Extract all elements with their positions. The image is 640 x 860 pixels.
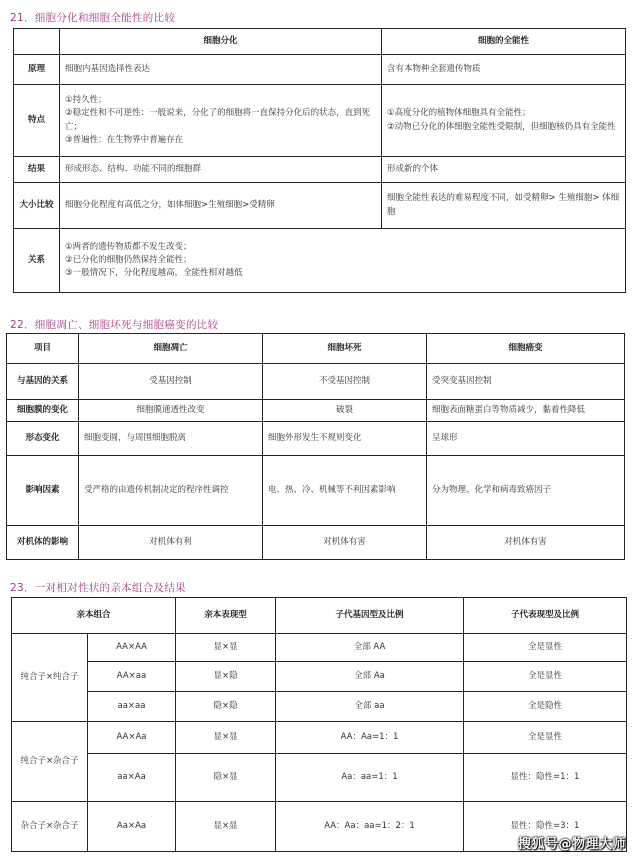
cell-text: 细胞全能性表达的难易程度不同，如受精卵> 生殖细胞> 体细胞 [387,193,620,217]
row-label: 影响因素 [7,456,79,526]
header-offspring-phenotype: 子代表现型及比例 [464,598,627,634]
header-totipotency: 细胞的全能性 [382,29,626,55]
cell-text: 显性：隐性=1：1 [464,754,627,802]
row-label: 结果 [14,157,60,183]
section-22-title: 22．细胞凋亡、细胞坏死与细胞癌变的比较 [10,319,219,331]
cell-text: 细胞外形发生不规则变化 [263,422,427,456]
cell-text: 全部 aa [276,692,464,722]
cell-text: ②已分化的细胞仍然保持全能性； [65,254,192,265]
row-label: 特点 [14,85,60,157]
cell-text: 受突变基因控制 [427,364,625,400]
cell-text: ③普遍性：在生物界中普遍存在 [65,134,184,145]
cell-text: AA×aa [88,662,176,692]
row-label: 与基因的关系 [7,364,79,400]
cell-text: 隐×显 [176,754,276,802]
cell-text: ③一般情况下，分化程度越高，全能性相对越低 [65,268,243,279]
table-row [7,400,625,422]
cell-text: ②稳定性和不可逆性：一般说来，分化了的细胞将一直保持分化后的状态，直到死亡； [65,108,371,132]
cell-text: 形成形态、结构、功能不同的细胞群 [65,163,202,174]
header-differentiation: 细胞分化 [60,29,382,55]
cell-text: 显×隐 [176,662,276,692]
group-label: 杂合子×杂合子 [12,802,88,852]
table-row [12,634,627,662]
row-label: 形态变化 [7,422,79,456]
cell-text: ①高度分化的植物体细胞具有全能性； [387,108,531,119]
cell-text: 受基因控制 [79,364,263,400]
cell-text: 形成新的个体 [387,163,439,174]
cell-text: AA×AA [88,634,176,662]
differentiation-table [13,28,626,293]
header-offspring-genotype: 子代基因型及比例 [276,598,464,634]
cell-text: 呈球形 [427,422,625,456]
cell-text: 对机体有害 [263,526,427,560]
row-label: 细胞膜的变化 [7,400,79,422]
cell-text: 破裂 [263,400,427,422]
cell-text: 对机体有利 [79,526,263,560]
group-label: 纯合子×杂合子 [12,722,88,802]
header-blank [14,29,60,55]
cell-text: 显×显 [176,802,276,852]
table-row [14,229,626,293]
cell-text: AA：Aa=1：1 [276,722,464,754]
cell-text: 全是显性 [464,662,627,692]
cross-results-table [11,597,627,852]
cell-text: 全部 Aa [276,662,464,692]
cell-text: 全是显性 [464,722,627,754]
cell-text: 对机体有害 [427,526,625,560]
table-row [12,662,627,692]
header-cross: 亲本组合 [12,598,176,634]
table-row [7,422,625,456]
table-row [14,157,626,183]
header-apoptosis: 细胞凋亡 [79,334,263,364]
cell-text: ②动物已分化的体细胞全能性受限制，但细胞核仍具有全能性 [387,121,616,132]
row-label: 对机体的影响 [7,526,79,560]
cell-text: 细胞膜通透性改变 [79,400,263,422]
cell-text: 不受基因控制 [263,364,427,400]
cell-text: Aa：aa=1：1 [276,754,464,802]
cell-text: 含有本物种全套遗传物质 [387,63,481,74]
table-row [7,456,625,526]
cell-text: 全是隐性 [464,692,627,722]
table-row [12,722,627,754]
cell-text: 显×显 [176,634,276,662]
table-row [7,364,625,400]
cell-text: 显×显 [176,722,276,754]
table-row [12,754,627,802]
cell-text: ①持久性； [65,95,107,106]
cell-text: Aa×Aa [88,802,176,852]
cell-text: 细胞分化程度有高低之分，如体细胞>生殖细胞>受精卵 [65,199,275,210]
cell-text: 全是显性 [464,634,627,662]
row-label: 关系 [14,229,60,293]
cell-text: 细胞表面糖蛋白等物质减少，黏着性降低 [427,400,625,422]
cell-text: 细胞变圆，与周围细胞脱离 [79,422,263,456]
cell-text: aa×Aa [88,754,176,802]
cell-text: 隐×隐 [176,692,276,722]
header-parent-phenotype: 亲本表现型 [176,598,276,634]
cell-text: 电、热、冷、机械等不利因素影响 [263,456,427,526]
header-cancer: 细胞癌变 [427,334,625,364]
cell-text: 显性：隐性=3：1 [464,802,627,852]
cell-text: AA：Aa：aa=1：2：1 [276,802,464,852]
header-necrosis: 细胞坏死 [263,334,427,364]
cell-text: 分为物理、化学和病毒致癌因子 [427,456,625,526]
watermark: 搜狐号@物理大师 [517,837,626,852]
row-label: 大小比较 [14,183,60,229]
header-item: 项目 [7,334,79,364]
table-row [14,55,626,85]
table-row [12,692,627,722]
cell-text: 受严格的由遗传机制决定的程序性调控 [79,456,263,526]
group-label: 纯合子×纯合子 [12,634,88,722]
cell-text: AA×Aa [88,722,176,754]
table-row [7,526,625,560]
cell-text: 细胞内基因选择性表达 [65,63,151,74]
section-21-title: 21．细胞分化和细胞全能性的比较 [10,12,176,24]
cell-text: 全部 AA [276,634,464,662]
section-23-title: 23．一对相对性状的亲本组合及结果 [10,582,186,594]
row-label: 原理 [14,55,60,85]
cell-text: ①两者的遗传物质都不发生改变； [65,241,192,252]
table-row [14,85,626,157]
table-row [14,183,626,229]
cell-death-table [6,333,625,560]
cell-text: aa×aa [88,692,176,722]
